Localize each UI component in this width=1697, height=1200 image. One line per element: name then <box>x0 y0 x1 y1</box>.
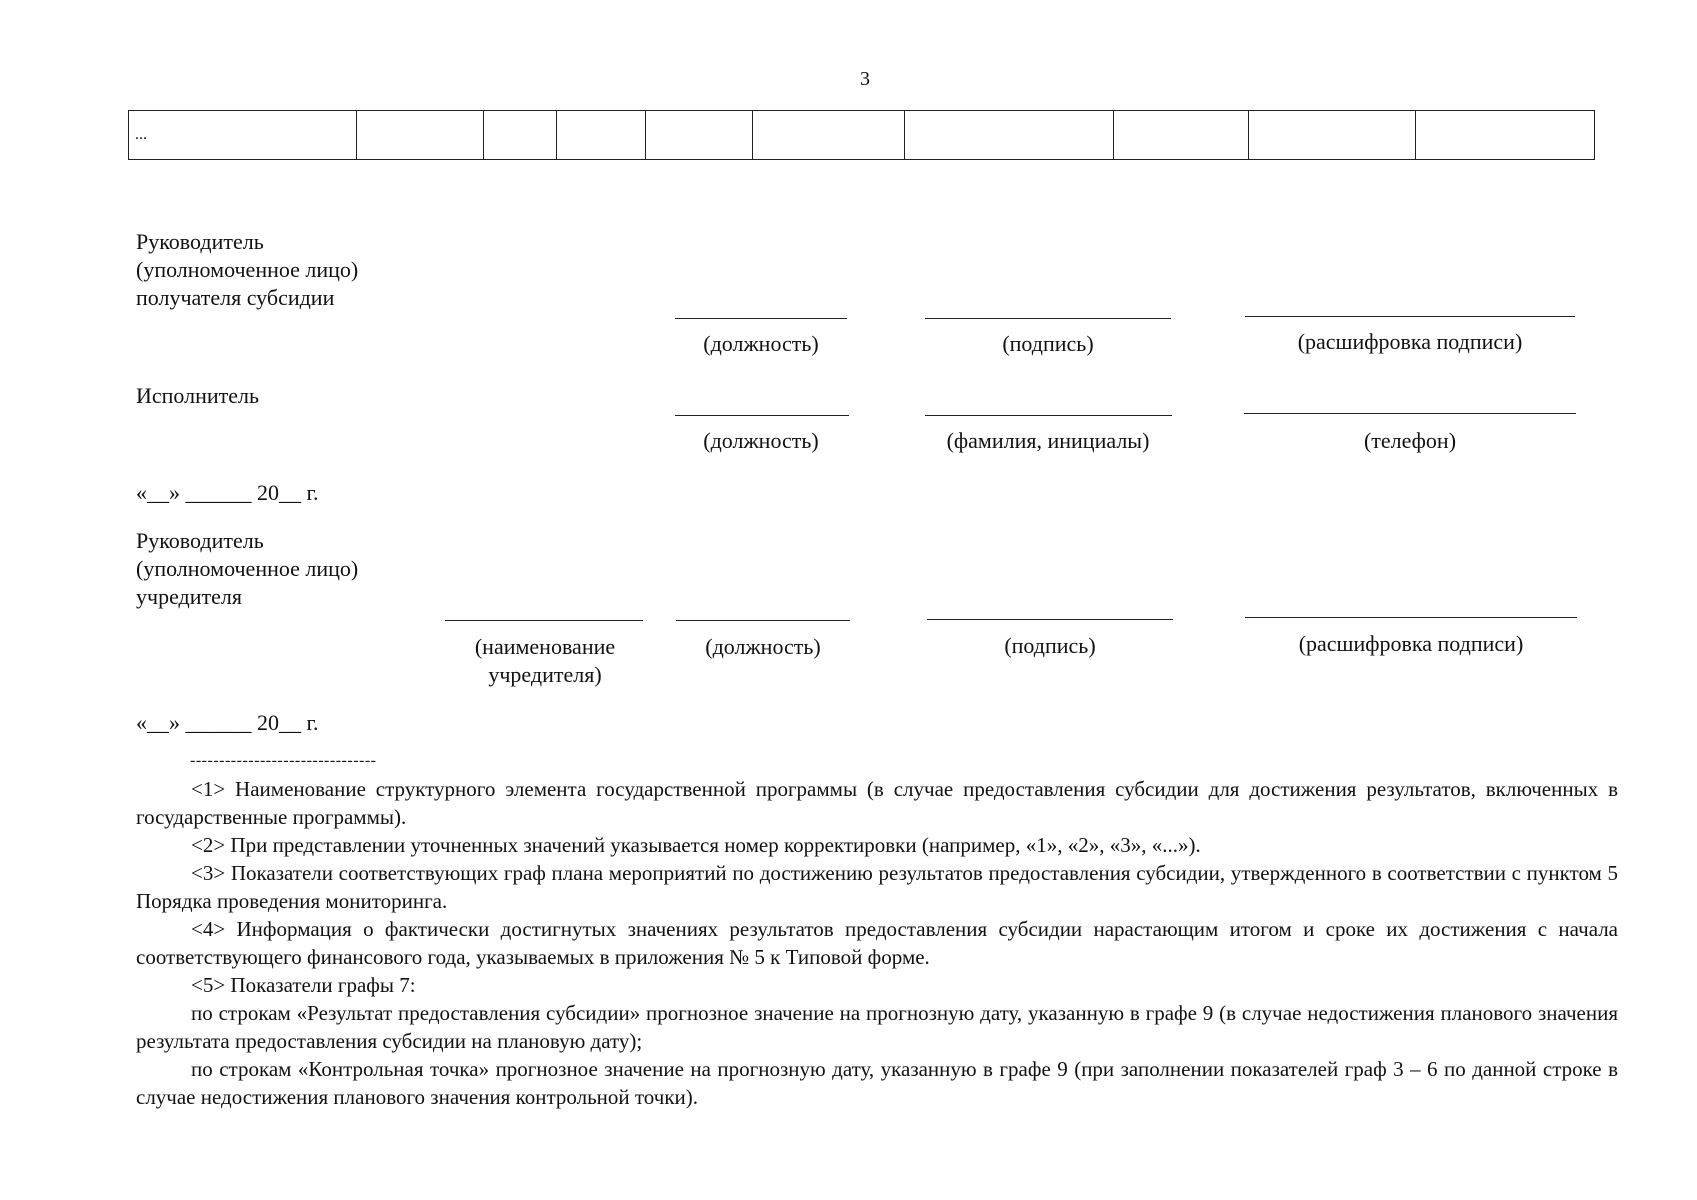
table-cell <box>1249 111 1416 160</box>
founder-decoding-caption: (расшифровка подписи) <box>1298 631 1524 656</box>
recipient-signature-caption: (подпись) <box>1002 331 1094 356</box>
executor-position-caption: (должность) <box>703 428 819 453</box>
founder-signature-caption: (подпись) <box>1004 633 1096 658</box>
table-cell <box>557 111 646 160</box>
date-field-founder[interactable]: «__» ______ 20__ г. <box>136 710 319 735</box>
table-cell <box>753 111 905 160</box>
footnote-1: <1> Наименование структурного элемента государственной программы (в случае предоставления субсидии для достижения результатов, включенных в государственные программы). <box>136 777 1618 829</box>
founder-position-caption: (должность) <box>705 634 821 659</box>
executor-position-line[interactable] <box>675 415 849 416</box>
executor-name-caption: (фамилия, инициалы) <box>946 428 1150 453</box>
footnote-separator: -------------------------------- <box>190 752 377 769</box>
data-table <box>128 110 1595 160</box>
footnote-5-result-rows: по строкам «Результат предоставления субсидии» прогнозное значение на прогнозную дату, указанную в графе 9 (в случае недостижения планового значения результата предоставления субсидии на плановую дату); <box>136 1001 1618 1053</box>
executor-phone-caption: (телефон) <box>1363 428 1457 453</box>
executor-name-line[interactable] <box>925 415 1172 416</box>
footnote-5-checkpoint-rows: по строкам «Контрольная точка» прогнозное значение на прогнозную дату, указанную в графе 9 (при заполнении показателей граф 3 – 6 по данной строке в случае недостижения планового значения контрольной точки). <box>136 1057 1618 1109</box>
recipient-position-line[interactable] <box>675 318 847 319</box>
page-number: 3 <box>860 68 870 90</box>
table-cell <box>646 111 753 160</box>
recipient-decoding-line[interactable] <box>1245 316 1575 317</box>
recipient-position-caption: (должность) <box>703 331 819 356</box>
footnotes <box>136 775 1618 1111</box>
founder-position-line[interactable] <box>676 620 850 621</box>
founder-signature-line[interactable] <box>927 619 1173 620</box>
table-row <box>129 111 1595 160</box>
table-cell <box>1114 111 1249 160</box>
date-field-recipient[interactable]: «__» ______ 20__ г. <box>136 480 319 505</box>
founder-label: Руководитель (уполномоченное лицо) учредителя <box>136 528 359 609</box>
footnote-2: <2> При представлении уточненных значений указывается номер корректировки (например, «1», «2», «3», «...»). <box>191 833 1201 857</box>
recipient-signature-line[interactable] <box>925 318 1171 319</box>
founder-name-line[interactable] <box>445 620 643 621</box>
table-cell <box>357 111 484 160</box>
executor-phone-line[interactable] <box>1244 413 1576 414</box>
founder-decoding-line[interactable] <box>1245 617 1577 618</box>
footnote-4: <4> Информация о фактически достигнутых значениях результатов предоставления субсидии нарастающим итогом и сроке их достижения с начала соответствующего финансового года, указываемых в приложения № 5 к Типовой форме. <box>136 917 1618 969</box>
footnote-5: <5> Показатели графы 7: <box>191 973 416 997</box>
executor-label: Исполнитель <box>136 383 260 408</box>
table-cell: ... <box>129 111 357 160</box>
recipient-decoding-caption: (расшифровка подписи) <box>1297 329 1523 354</box>
table-cell <box>484 111 557 160</box>
founder-name-caption: (наименование учредителя) <box>474 634 616 687</box>
table-cell <box>905 111 1114 160</box>
recipient-label: Руководитель (уполномоченное лицо) получателя субсидии <box>136 229 359 310</box>
footnote-3: <3> Показатели соответствующих граф плана мероприятий по достижению результатов предоставления субсидии, утвержденного в соответствии с пунктом 5 Порядка проведения мониторинга. <box>136 861 1618 913</box>
table-cell <box>1416 111 1595 160</box>
